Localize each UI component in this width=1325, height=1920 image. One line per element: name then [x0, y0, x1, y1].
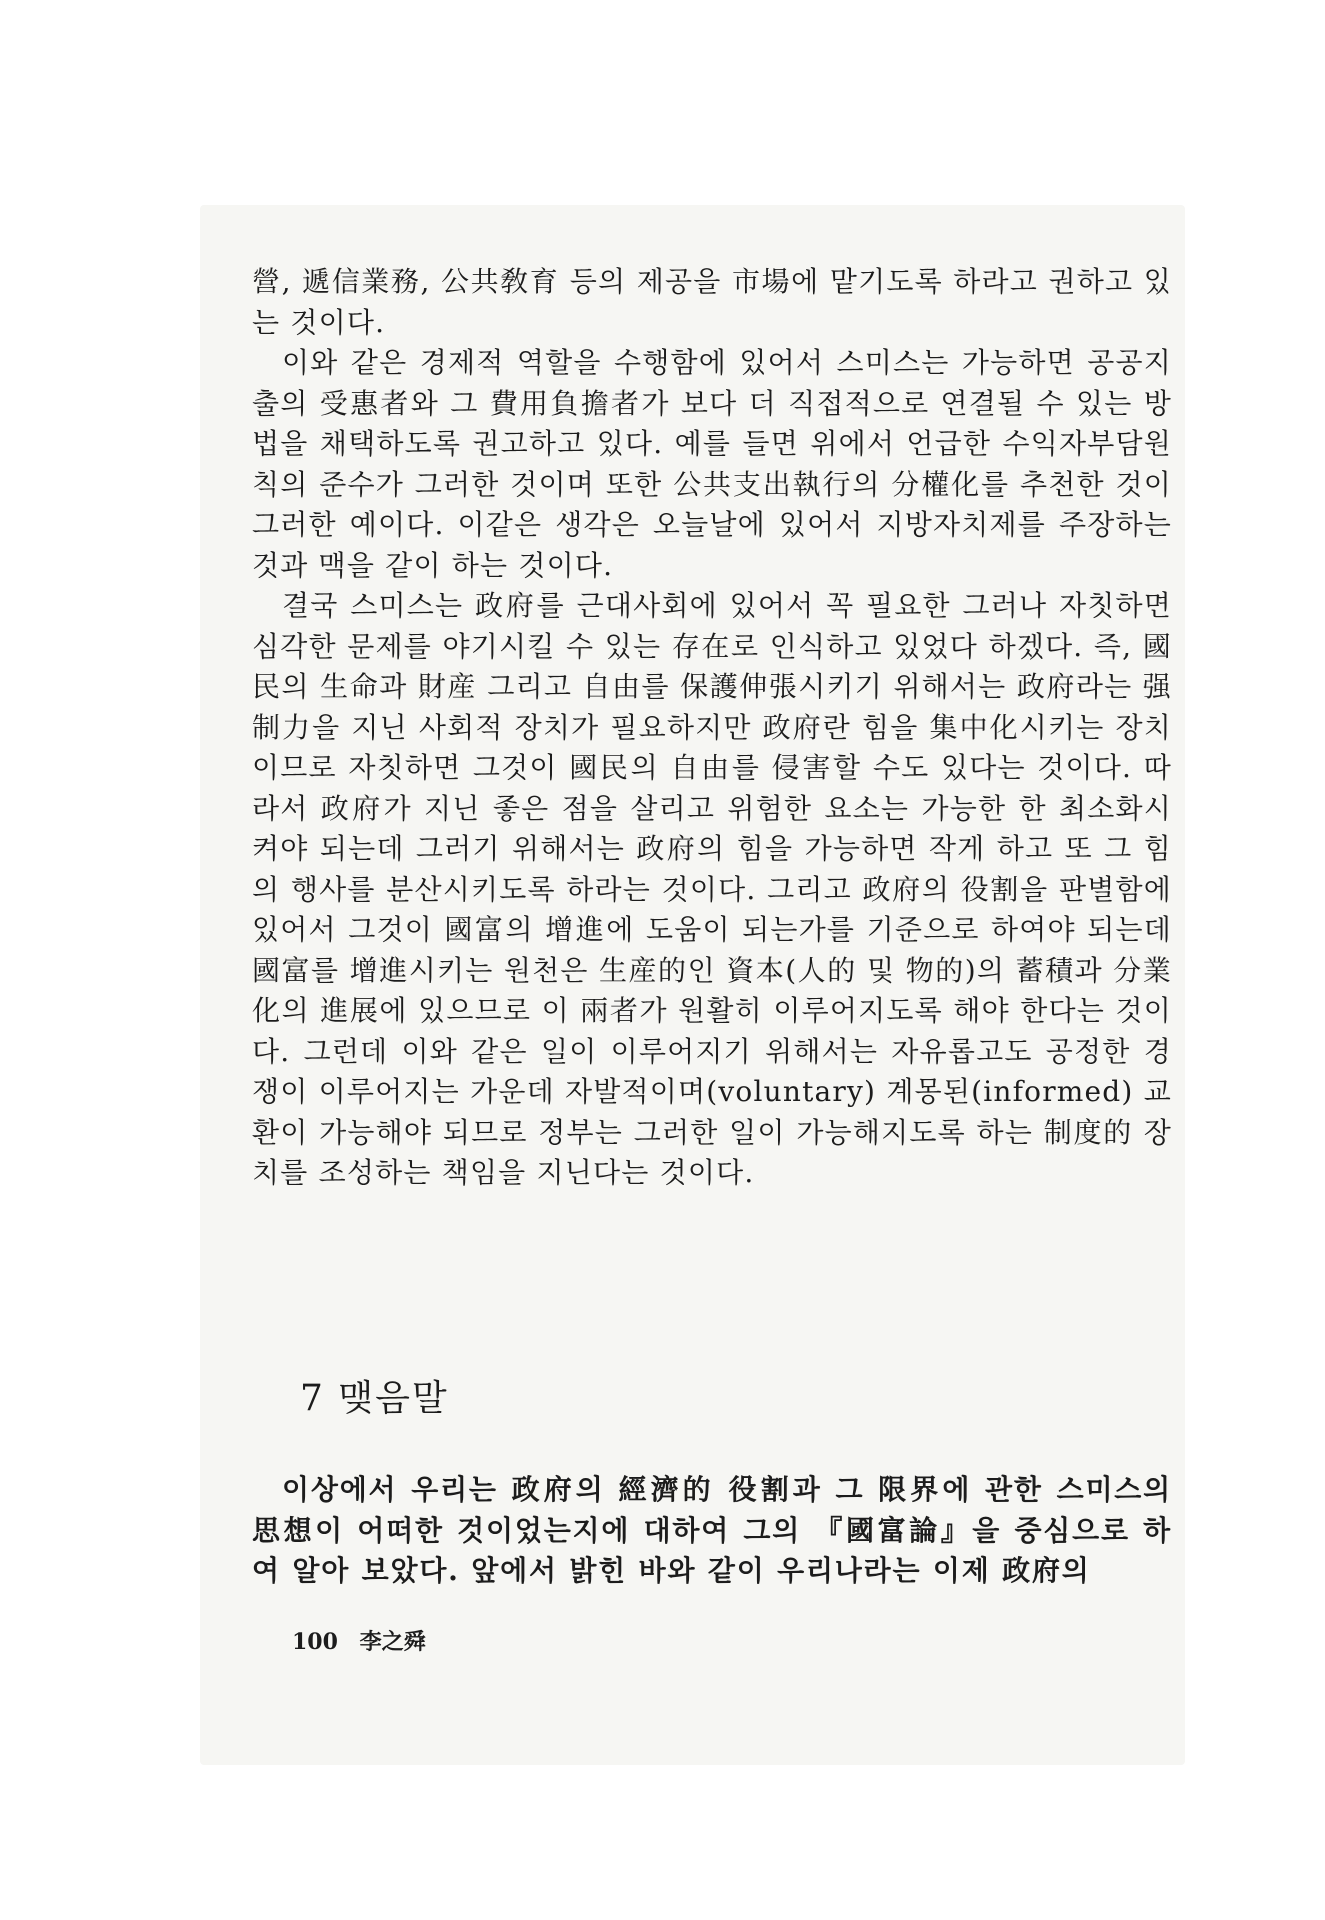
paragraph-conclusion: 이상에서 우리는 政府의 經濟的 役割과 그 限界에 관한 스미스의 思想이 어떠한 것이었는지에 대하여 그의 『國富論』을 중심으로 하여 알아 보았다. 앞에서 밝힌 바와 같이 우리나라는 이제 政府의 — [252, 1473, 1172, 1587]
author-name: 李之舜 — [359, 1629, 426, 1655]
closing-section-text — [252, 1470, 1172, 1592]
paragraph-smith-public-expenditure: 이와 같은 경제적 역할을 수행함에 있어서 스미스는 가능하면 공공지출의 受惠者와 그 費用負擔者가 보다 더 직접적으로 연결될 수 있는 방법을 채택하도록 권고하고 있다. 예를 들면 위에서 언급한 수익자부담원칙의 준수가 그러한 것이며 또한 公共支出執行의 分權化를 추천한 것이 그러한 예이다. 이같은 생각은 오늘날에 있어서 지방자치제를 주장하는 것과 맥을 같이 하는 것이다. — [252, 346, 1172, 582]
page-footer — [292, 1625, 440, 1656]
paragraph-smith-government-role: 결국 스미스는 政府를 근대사회에 있어서 꼭 필요한 그러나 자칫하면 심각한 문제를 야기시킬 수 있는 存在로 인식하고 있었다 하겠다. 즉, 國民의 生命과 財産 그리고 自由를 保護伸張시키기 위해서는 政府라는 强制力을 지닌 사회적 장치가 필요하지만 政府란 힘을 集中化시키는 장치이므로 자칫하면 그것이 國民의 自由를 侵害할 수도 있다는 것이다. 따라서 政府가 지닌 좋은 점을 살리고 위험한 요소는 가능한 한 최소화시켜야 되는데 그러기 위해서는 政府의 힘을 가능하면 작게 하고 또 그 힘의 행사를 분산시키도록 하라는 것이다. 그리고 政府의 役割을 판별함에 있어서 그것이 國富의 增進에 도움이 되는가를 기준으로 하여야 되는데 國富를 增進시키는 원천은 生産的인 資本(人的 및 物的)의 蓄積과 分業化의 進展에 있으므로 이 兩者가 원활히 이루어지도록 해야 한다는 것이다. 그런데 이와 같은 일이 이루어지기 위해서는 자유롭고도 공정한 경쟁이 이루어지는 가운데 자발적이며(voluntary) 계몽된(informed) 교환이 가능해야 되므로 정부는 그러한 일이 가능해지도록 하는 制度的 장치를 조성하는 책임을 지닌다는 것이다. — [252, 589, 1172, 1189]
section-heading: 7 맺음말 — [300, 1378, 449, 1419]
paragraph-continuation: 營, 遞信業務, 公共敎育 등의 제공을 市場에 맡기도록 하라고 권하고 있는 것이다. — [252, 265, 1172, 339]
body-text — [252, 262, 1172, 1194]
page-number: 100 — [292, 1629, 338, 1655]
